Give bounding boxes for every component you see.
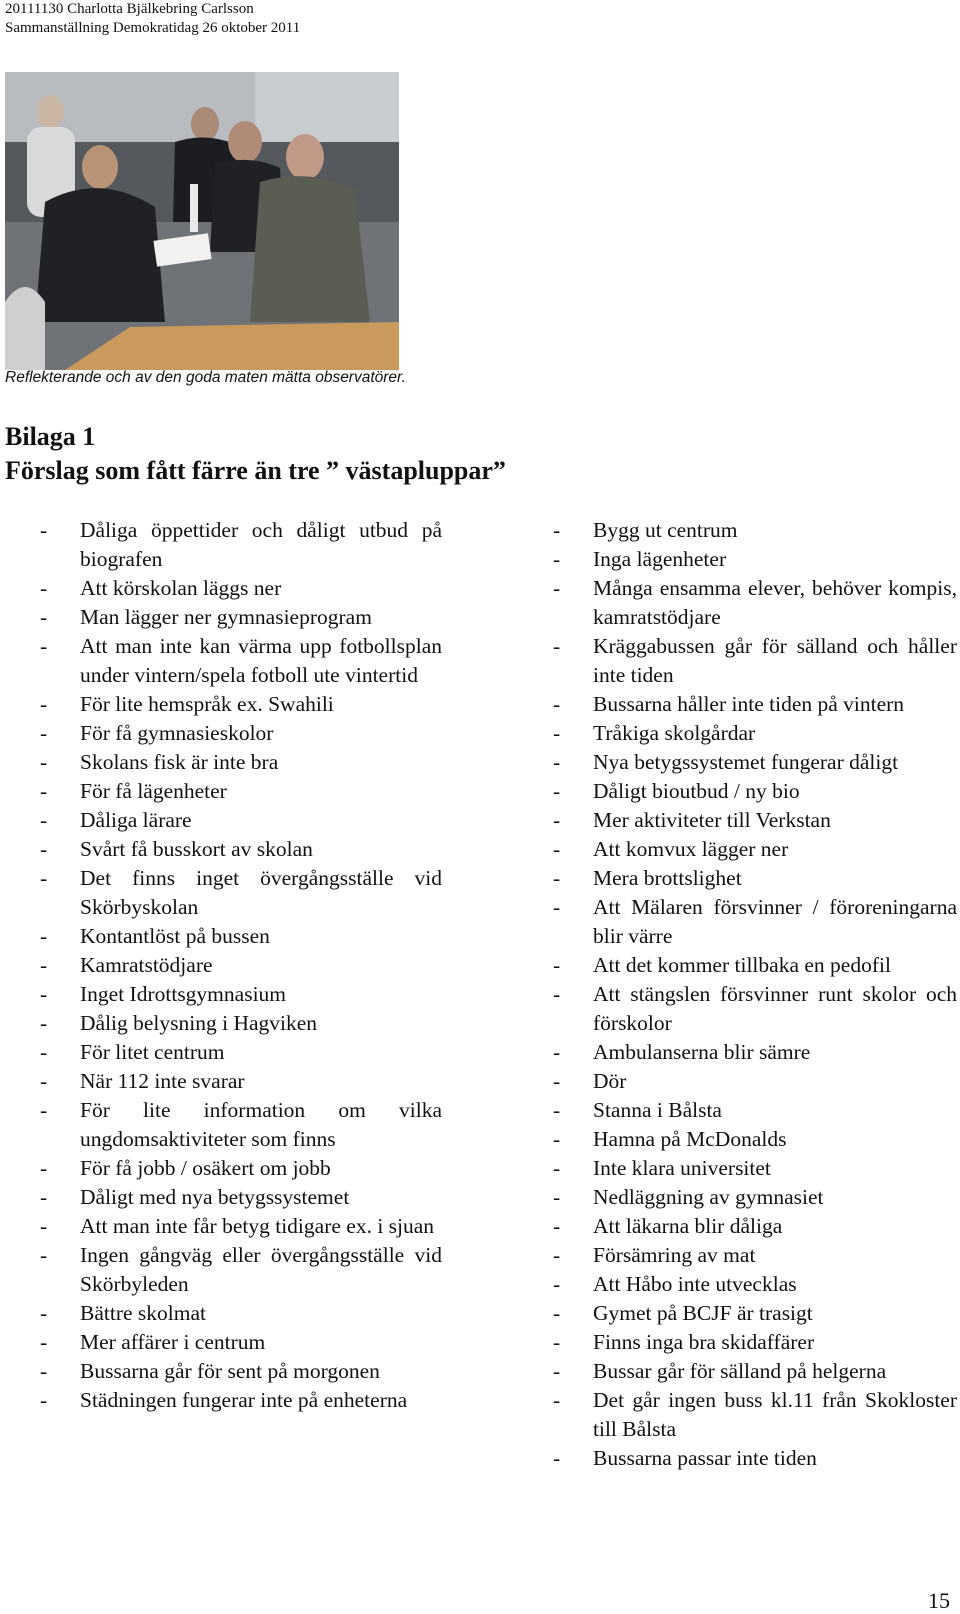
list-item-text: Att man inte kan värma upp fotbollsplan under vintern/spela fotboll ute vintertid (80, 634, 442, 687)
list-item (40, 690, 442, 719)
list-item (40, 603, 442, 632)
list-dash: - (553, 1098, 561, 1122)
list-item-text: Mer affärer i centrum (80, 1330, 266, 1354)
list-item (553, 864, 957, 893)
list-dash: - (40, 750, 48, 774)
list-item (553, 1125, 957, 1154)
list-item (40, 1067, 442, 1096)
list-item-text: Bättre skolmat (80, 1301, 206, 1325)
list-dash: - (553, 953, 561, 977)
list-item (553, 1154, 957, 1183)
page-header (5, 0, 300, 38)
list-item-text: Mer aktiviteter till Verkstan (593, 808, 831, 832)
list-dash: - (553, 837, 561, 861)
list-dash: - (40, 576, 48, 600)
list-dash: - (553, 1301, 561, 1325)
list-item (40, 951, 442, 980)
list-item-text: Att läkarna blir dåliga (593, 1214, 783, 1238)
list-dash: - (553, 750, 561, 774)
list-item-text: Dör (593, 1069, 627, 1093)
list-item (553, 1183, 957, 1212)
list-item (40, 1183, 442, 1212)
list-item (40, 1299, 442, 1328)
list-dash: - (40, 924, 48, 948)
list-item-text: Att stängslen försvinner runt skolor och förskolor (593, 982, 957, 1035)
list-item (553, 516, 957, 545)
list-item (553, 632, 957, 690)
list-item-text: Att Håbo inte utvecklas (593, 1272, 797, 1296)
list-dash: - (40, 721, 48, 745)
list-dash: - (553, 547, 561, 571)
list-item (40, 632, 442, 690)
list-item (40, 574, 442, 603)
list-dash: - (40, 837, 48, 861)
list-dash: - (553, 692, 561, 716)
list-item (40, 864, 442, 922)
list-item-text: Inte klara universitet (593, 1156, 771, 1180)
list-item (40, 1328, 442, 1357)
list-dash: - (553, 808, 561, 832)
list-item (40, 777, 442, 806)
list-dash: - (40, 982, 48, 1006)
list-item (553, 545, 957, 574)
list-item (553, 719, 957, 748)
list-dash: - (553, 982, 561, 1006)
list-item (40, 1357, 442, 1386)
list-item (553, 980, 957, 1038)
list-item (553, 1241, 957, 1270)
list-item-text: Mera brottslighet (593, 866, 742, 890)
right-proposal-list (553, 516, 957, 1473)
list-item (553, 1357, 957, 1386)
list-dash: - (40, 1301, 48, 1325)
list-dash: - (40, 1098, 48, 1122)
list-item-text: Dålig belysning i Hagviken (80, 1011, 318, 1035)
list-item-text: Stanna i Bålsta (593, 1098, 722, 1122)
left-proposal-list (40, 516, 442, 1415)
list-dash: - (40, 1214, 48, 1238)
list-dash: - (553, 1127, 561, 1151)
list-item (553, 806, 957, 835)
list-dash: - (553, 1243, 561, 1267)
list-dash: - (40, 1243, 48, 1267)
list-item (553, 893, 957, 951)
page-number: 15 (928, 1588, 950, 1613)
list-item (40, 748, 442, 777)
list-item (553, 690, 957, 719)
list-item (553, 1270, 957, 1299)
list-item-text: Ambulanserna blir sämre (593, 1040, 811, 1064)
list-item (553, 1067, 957, 1096)
list-item (553, 1386, 957, 1444)
list-item-text: Man lägger ner gymnasieprogram (80, 605, 372, 629)
list-item (40, 1038, 442, 1067)
list-item-text: Dåligt med nya betygssystemet (80, 1185, 350, 1209)
list-item-text: Det går ingen buss kl.11 från Skokloster till Bålsta (593, 1388, 957, 1441)
list-item (553, 1299, 957, 1328)
list-dash: - (553, 1272, 561, 1296)
list-item-text: Bussar går för sälland på helgerna (593, 1359, 887, 1383)
list-item (553, 1328, 957, 1357)
list-item (40, 835, 442, 864)
list-item-text: Skolans fisk är inte bra (80, 750, 279, 774)
list-item (40, 1212, 442, 1241)
list-item (40, 1241, 442, 1299)
list-dash: - (553, 576, 561, 600)
list-dash: - (553, 1069, 561, 1093)
list-item (553, 835, 957, 864)
list-item-text: Inget Idrottsgymnasium (80, 982, 287, 1006)
list-item (40, 1009, 442, 1038)
list-dash: - (40, 605, 48, 629)
list-dash: - (553, 1185, 561, 1209)
list-dash: - (553, 1446, 561, 1470)
header-line-1: 20111130 Charlotta Bjälkebring Carlsson (5, 1, 254, 17)
list-dash: - (553, 1359, 561, 1383)
list-item (553, 1444, 957, 1473)
list-dash: - (553, 634, 561, 658)
heading-line-2: Förslag som fått färre än tre ” västapluppar” (5, 456, 506, 485)
list-item-text: Nedläggning av gymnasiet (593, 1185, 824, 1209)
list-item-text: Ingen gångväg eller övergångsställe vid Skörbyleden (80, 1243, 442, 1296)
list-item-text: Svårt få busskort av skolan (80, 837, 313, 861)
list-dash: - (553, 866, 561, 890)
list-dash: - (40, 518, 48, 542)
list-item-text: För litet centrum (80, 1040, 225, 1064)
list-item-text: Kontantlöst på bussen (80, 924, 270, 948)
list-dash: - (553, 1040, 561, 1064)
list-item (553, 777, 957, 806)
list-item-text: För lite information om vilka ungdomsaktiviteter som finns (80, 1098, 442, 1151)
list-dash: - (40, 692, 48, 716)
list-item-text: Finns inga bra skidaffärer (593, 1330, 815, 1354)
list-item (553, 1038, 957, 1067)
heading-line-1: Bilaga 1 (5, 422, 96, 451)
meeting-photo (5, 72, 399, 370)
list-item-text: Bussarna går för sent på morgonen (80, 1359, 380, 1383)
list-item-text: Att man inte får betyg tidigare ex. i sjuan (80, 1214, 435, 1238)
list-item-text: Dåligt bioutbud / ny bio (593, 779, 800, 803)
list-item (553, 951, 957, 980)
list-item (553, 574, 957, 632)
section-heading (5, 420, 506, 488)
list-dash: - (40, 1069, 48, 1093)
list-item-text: Dåliga lärare (80, 808, 192, 832)
list-item (40, 516, 442, 574)
list-dash: - (40, 779, 48, 803)
list-dash: - (553, 1330, 561, 1354)
list-item-text: När 112 inte svarar (80, 1069, 245, 1093)
list-dash: - (553, 895, 561, 919)
list-item-text: Bygg ut centrum (593, 518, 738, 542)
list-dash: - (40, 1388, 48, 1412)
list-item (40, 980, 442, 1009)
list-item (553, 1096, 957, 1125)
list-item-text: Hamna på McDonalds (593, 1127, 787, 1151)
list-dash: - (40, 1040, 48, 1064)
list-item-text: Många ensamma elever, behöver kompis, kamratstödjare (593, 576, 957, 629)
list-item (40, 1096, 442, 1154)
list-item-text: Försämring av mat (593, 1243, 756, 1267)
list-dash: - (553, 721, 561, 745)
list-item (40, 1386, 442, 1415)
list-dash: - (40, 866, 48, 890)
list-item-text: Att Mälaren försvinner / föroreningarna blir värre (593, 895, 957, 948)
list-item-text: Det finns inget övergångsställe vid Skörbyskolan (80, 866, 442, 919)
list-item-text: Att körskolan läggs ner (80, 576, 282, 600)
list-dash: - (40, 634, 48, 658)
list-dash: - (40, 808, 48, 832)
list-dash: - (553, 518, 561, 542)
list-item-text: Gymet på BCJF är trasigt (593, 1301, 813, 1325)
list-item-text: Dåliga öppettider och dåligt utbud på biografen (80, 518, 442, 571)
list-item-text: Kräggabussen går för sälland och håller inte tiden (593, 634, 957, 687)
list-dash: - (40, 1185, 48, 1209)
list-item-text: Att det kommer tillbaka en pedofil (593, 953, 891, 977)
list-item-text: För lite hemspråk ex. Swahili (80, 692, 334, 716)
list-item-text: Att komvux lägger ner (593, 837, 789, 861)
list-dash: - (40, 1330, 48, 1354)
list-item (40, 806, 442, 835)
list-item-text: Bussarna håller inte tiden på vintern (593, 692, 905, 716)
list-dash: - (553, 1156, 561, 1180)
list-item-text: Nya betygssystemet fungerar dåligt (593, 750, 899, 774)
list-item (40, 719, 442, 748)
list-dash: - (40, 1156, 48, 1180)
list-item (553, 748, 957, 777)
photo-caption: Reflekterande och av den goda maten mätta observatörer. (5, 369, 406, 386)
list-item-text: För få jobb / osäkert om jobb (80, 1156, 331, 1180)
list-item-text: Städningen fungerar inte på enheterna (80, 1388, 408, 1412)
list-dash: - (40, 1011, 48, 1035)
list-item (553, 1212, 957, 1241)
list-item-text: För få lägenheter (80, 779, 227, 803)
list-item-text: Tråkiga skolgårdar (593, 721, 756, 745)
list-item-text: För få gymnasieskolor (80, 721, 274, 745)
list-item (40, 1154, 442, 1183)
list-item-text: Bussarna passar inte tiden (593, 1446, 817, 1470)
list-dash: - (553, 779, 561, 803)
list-dash: - (553, 1214, 561, 1238)
list-dash: - (40, 1359, 48, 1383)
list-item-text: Inga lägenheter (593, 547, 727, 571)
list-item-text: Kamratstödjare (80, 953, 213, 977)
list-dash: - (553, 1388, 561, 1412)
header-line-2: Sammanställning Demokratidag 26 oktober 2011 (5, 20, 301, 36)
list-item (40, 922, 442, 951)
list-dash: - (40, 953, 48, 977)
